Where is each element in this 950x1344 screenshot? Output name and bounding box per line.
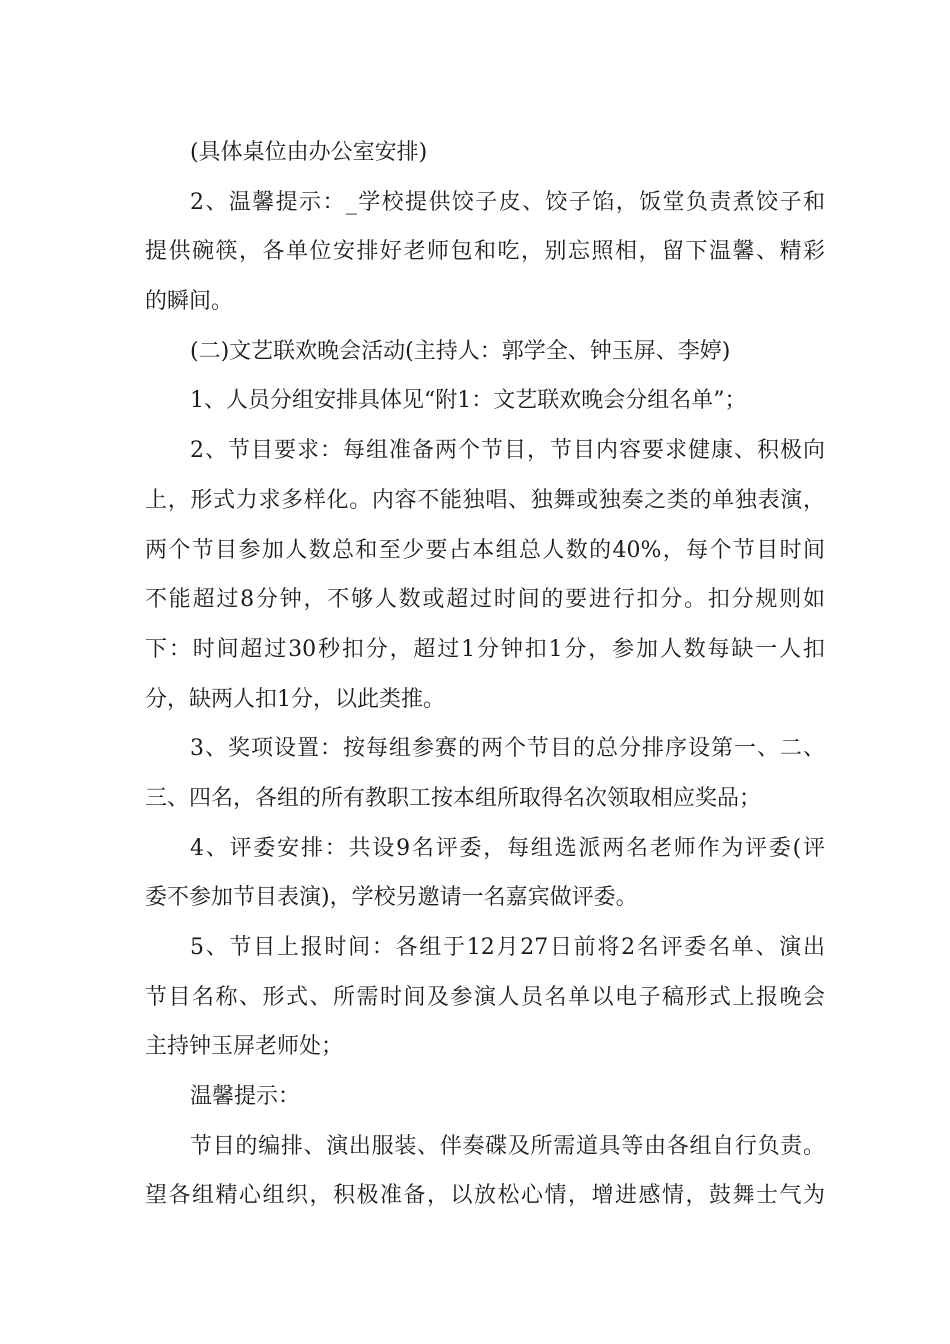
text-line: 提供碗筷，各单位安排好老师包和吃，别忘照相，留下温馨、精彩 <box>145 239 825 265</box>
document-body <box>145 128 825 1221</box>
text-line: 3、奖项设置：按每组参赛的两个节目的总分排序设第一、二、 <box>190 736 825 762</box>
text-line: 5、节目上报时间：各组于12月27日前将2名评委名单、演出 <box>190 935 825 960</box>
text-line: 的瞬间。 <box>145 289 234 315</box>
text-line: 下：时间超过30秒扣分，超过1分钟扣1分，参加人数每缺一人扣 <box>145 636 825 662</box>
text-line: 节目名称、形式、所需时间及参演人员名单以电子稿形式上报晚会 <box>145 984 825 1010</box>
text-line: 不能超过8分钟，不够人数或超过时间的要进行扣分。扣分规则如 <box>145 587 825 613</box>
text-line: 4、评委安排：共设9名评委，每组选派两名老师作为评委(评 <box>190 835 825 861</box>
text-line: 1、人员分组安排具体见“附1：文艺联欢晚会分组名单”； <box>190 388 747 414</box>
text-line: 2、节目要求：每组准备两个节目，节目内容要求健康、积极向 <box>190 438 825 464</box>
text-line: 三、四名，各组的所有教职工按本组所取得名次领取相应奖品； <box>145 785 762 811</box>
text-line: 主持钟玉屏老师处； <box>145 1034 344 1060</box>
text-line: 温馨提示： <box>190 1084 301 1110</box>
text-line: 分，缺两人扣1分，以此类推。 <box>145 686 445 712</box>
text-line: 委不参加节目表演)，学校另邀请一名嘉宾做评委。 <box>145 885 638 911</box>
text-line: 望各组精心组织，积极准备，以放松心情，增进感情，鼓舞士气为 <box>145 1183 825 1209</box>
text-line: 节目的编排、演出服装、伴奏碟及所需道具等由各组自行负责。 <box>190 1133 825 1159</box>
text-line: 两个节目参加人数总和至少要占本组总人数的40%，每个节目时间 <box>145 537 825 563</box>
text-line: (具体桌位由办公室安排) <box>190 140 428 165</box>
text-line: 上，形式力求多样化。内容不能独唱、独舞或独奏之类的单独表演， <box>145 487 825 513</box>
text-line: (二)文艺联欢晚会活动(主持人：郭学全、钟玉屏、李婷) <box>190 338 731 364</box>
text-line: 2、温馨提示：_学校提供饺子皮、饺子馅，饭堂负责煮饺子和 <box>190 189 825 215</box>
